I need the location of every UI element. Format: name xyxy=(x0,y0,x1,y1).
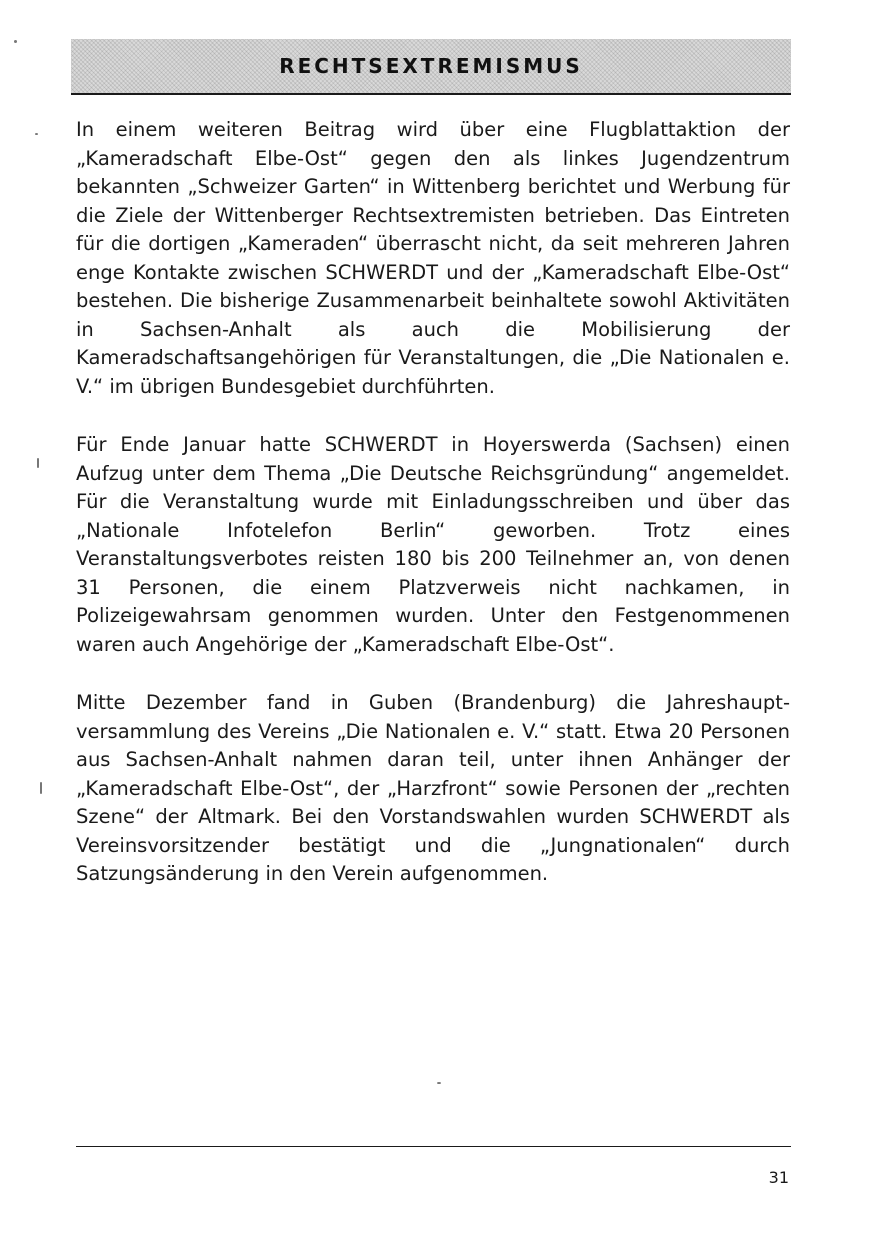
scan-speck xyxy=(37,458,39,468)
footer-rule xyxy=(76,1146,791,1147)
header-rule xyxy=(71,93,791,95)
paragraph-guben: Mitte Dezember fand in Guben (Brandenburg) die Jahreshauptversammlung des Vereins „Die Nationalen e. V.“ statt. Etwa 20 Personen aus Sachsen-Anhalt nahmen daran teil, unter ihnen Anhänger der „Kameradschaft Elbe-Ost“, der „Harzfront“ sowie Personen der „rechten Szene“ der Altmark. Bei den Vorstandswahlen wurden SCHWERDT als Vereinsvorsitzender bestätigt und die „Jungnationalen“ durch Satzungsänderung in den Verein aufgenommen. xyxy=(76,691,790,885)
page-number: 31 xyxy=(768,1168,789,1187)
paragraph-flugblattaktion: In einem weiteren Beitrag wird über eine Flugblattaktion der „Kameradschaft Elbe-Ost“ gegen den als linkes Jugendzentrum bekannten „Schweizer Garten“ in Wittenberg berichtet und Werbung für die Ziele der Wittenberger Rechtsextremisten betrieben. Das Eintreten für die dortigen „Kameraden“ überrascht nicht, da seit mehreren Jahren enge Kontakte zwischen SCHWERDT und der „Kameradschaft Elbe-Ost“ bestehen. Die bisherige Zusammenarbeit beinhaltete sowohl Aktivitäten in Sachsen-Anhalt als auch die Mobilisierung der Kameradschaftsangehörigen für Veranstaltungen, die „Die Nationalen e. V.“ im übrigen Bundesgebiet durchführten. xyxy=(76,118,790,398)
paragraph-hoyerswerda: Für Ende Januar hatte SCHWERDT in Hoyerswerda (Sachsen) einen Aufzug unter dem Thema „Die Deutsche Reichsgründung“ angemeldet. Für die Veranstaltung wurde mit Einladungsschreiben und über das „Nationale Infotelefon Berlin“ geworben. Trotz eines Veranstaltungsverbotes reisten 180 bis 200 Teilnehmer an, von denen 31 Personen, die einem Platzverweis nicht nachkamen, in Polizeigewahrsam genommen wurden. Unter den Festgenommenen waren auch Angehörige der „Kameradschaft Elbe-Ost“. xyxy=(76,433,790,656)
scan-speck xyxy=(437,1082,441,1084)
body-text xyxy=(76,116,790,919)
section-title: RECHTSEXTREMISMUS xyxy=(279,54,583,78)
scan-speck xyxy=(35,133,38,135)
scan-speck xyxy=(40,782,42,794)
scan-speck xyxy=(14,40,17,43)
